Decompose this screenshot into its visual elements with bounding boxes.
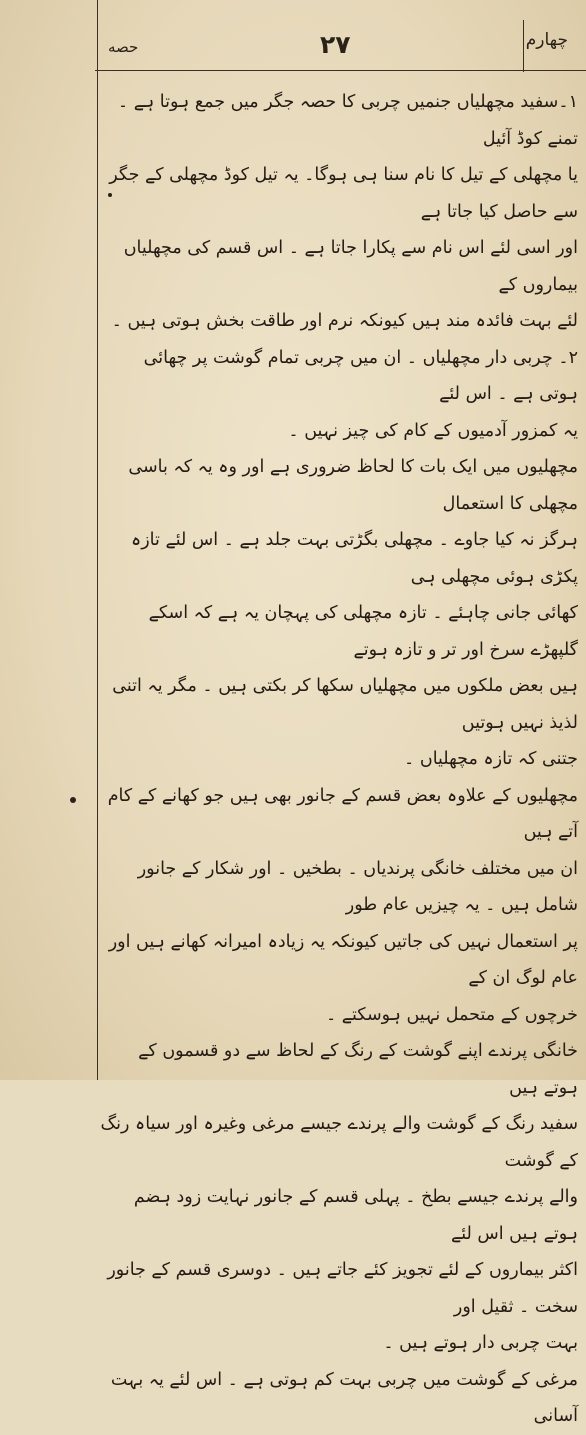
text-line: جتنی کہ تازہ مچھلیاں ۔: [404, 749, 578, 769]
header-divider: [523, 20, 524, 72]
text-line: ان میں مختلف خانگی پرندیاں ۔ بطخیں ۔ اور شکار کے جانور شامل ہیں ۔ یہ چیزیں عام طور: [137, 858, 578, 915]
text-line: اکثر بیماروں کے لئے تجویز کئے جاتے ہیں ۔ دوسری قسم کے جانور سخت ۔ ثقیل اور: [107, 1260, 578, 1317]
text-line: اور اسی لئے اس نام سے پکارا جاتا ہے ۔ اس قسم کی مچھلیاں بیماروں کے: [123, 238, 578, 295]
margin-rule: [97, 0, 98, 1080]
text-line: والے پرندے جیسے بطخ ۔ پہلی قسم کے جانور نہایت زود ہضم ہوتے ہیں اس لئے: [133, 1187, 578, 1244]
text-line: یا مچھلی کے تیل کا نام سنا ہی ہوگا۔ یہ تیل کوڈ مچھلی کے جگر سے حاصل کیا جاتا ہے: [109, 165, 578, 222]
text-line: ۱۔سفید مچھلیاں جنمیں چربی کا حصہ جگر میں جمع ہوتا ہے ۔ تمنے کوڈ آئیل: [117, 92, 578, 149]
text-line: خرچوں کے متحمل نہیں ہوسکتے ۔: [325, 1004, 578, 1025]
text-line: مچھلیوں میں ایک بات کا لحاظ ضروری ہے اور وہ یہ کہ باسی مچھلی کا استعمال: [128, 457, 578, 514]
text-line: پر استعمال نہیں کی جاتیں کیونکہ یہ زیادہ امیرانہ کھانے ہیں اور عام لوگ ان کے: [108, 931, 578, 988]
text-line: سفید رنگ کے گوشت والے پرندے جیسے مرغی وغیرہ اور سیاہ رنگ کے گوشت: [100, 1114, 578, 1171]
text-line: بہت چربی دار ہوتے ہیں ۔: [383, 1333, 578, 1353]
text-line: مچھلیوں کے علاوہ بعض قسم کے جانور بھی ہیں جو کھانے کے کام آتے ہیں: [107, 785, 578, 842]
ink-dot: [70, 797, 76, 803]
text-line: خانگی پرندے اپنے گوشت کے رنگ کے لحاظ سے دو قسموں کے ہوتے ہیں: [138, 1041, 578, 1098]
text-line: ہرگز نہ کیا جاوے ۔ مچھلی بگڑتی بہت جلد ہے ۔ اس لئے تازہ پکڑی ہوئی مچھلی ہی: [130, 530, 578, 587]
page-header: [0, 0, 586, 72]
text-line: یہ کمزور آدمیوں کے کام کی چیز نہیں ۔: [288, 420, 578, 441]
section-label: حصه: [108, 38, 139, 56]
page-body: [100, 84, 578, 1435]
text-line: ہیں بعض ملکوں میں مچھلیاں سکھا کر بکتی ہیں ۔ مگر یہ اتنی لذیذ نہیں ہوتیں: [112, 676, 578, 733]
text-line: کھائی جانی چاہئے ۔ تازہ مچھلی کی پہچان یہ ہے کہ اسکے گلپھڑے سرخ اور تر و تازہ ہوتے: [148, 603, 578, 660]
page-number: ۲۷: [320, 30, 351, 59]
text-line: ۲۔ چربی دار مچھلیاں ۔ ان میں چربی تمام گوشت پر چھائی ہوتی ہے ۔ اس لئے: [143, 347, 578, 404]
header-rule: [95, 70, 586, 71]
chapter-label: چهارم: [525, 30, 568, 50]
text-line: لئے بہت فائدہ مند ہیں کیونکہ نرم اور طاقت بخش ہوتی ہیں ۔: [111, 311, 578, 331]
text-line: مرغی کے گوشت میں چربی بہت کم ہوتی ہے ۔ اس لئے یہ بہت آسانی: [110, 1369, 578, 1426]
